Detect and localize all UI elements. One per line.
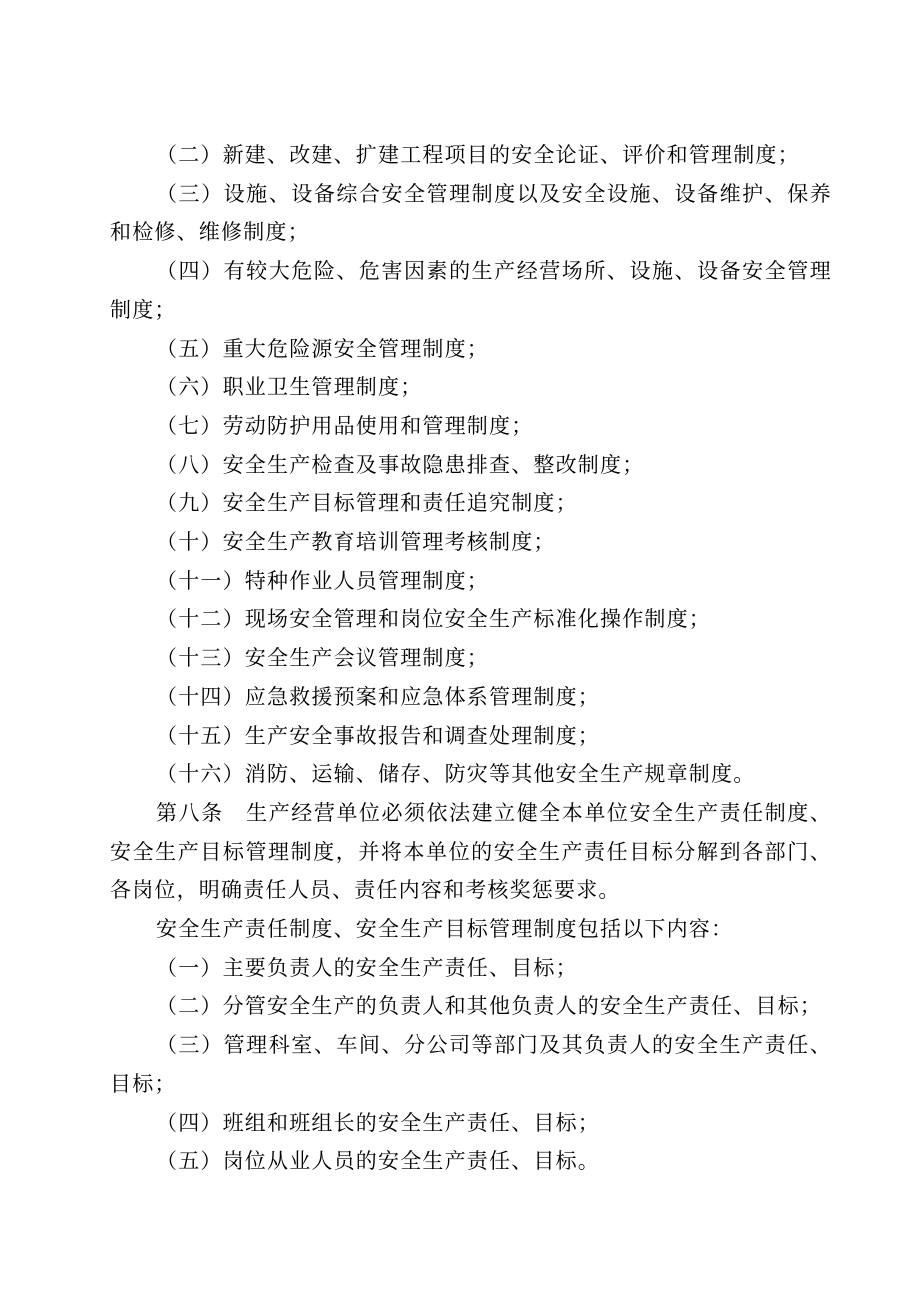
document-body [110,136,832,1181]
clause-item-9: （九）安全生产目标管理和责任追究制度； [156,491,578,516]
clause-item-7: （七）劳动防护用品使用和管理制度； [156,413,534,438]
clause-item-15: （十五）生产安全事故报告和调查处理制度； [156,723,600,748]
clause-item-11: （十一）特种作业人员管理制度； [156,568,489,593]
clause-item-10: （十）安全生产教育培训管理考核制度； [156,530,556,555]
clause-item-8: （八）安全生产检查及事故隐患排查、整改制度； [156,452,645,477]
clause-item-12: （十二）现场安全管理和岗位安全生产标准化操作制度； [156,607,711,632]
clause-item-6: （六）职业卫生管理制度； [156,375,423,400]
article-8: 第八条 生产经营单位必须依法建立健全本单位安全生产责任制度、安全生产目标管理制度，并将本单位的安全生产责任目标分解到各部门、各岗位，明确责任人员、责任内容和考核奖惩要求。 [110,800,832,903]
responsibility-item-2: （二）分管安全生产的负责人和其他负责人的安全生产责任、目标； [156,994,822,1019]
responsibility-item-5: （五）岗位从业人员的安全生产责任、目标。 [156,1149,600,1174]
clause-item-16: （十六）消防、运输、储存、防灾等其他安全生产规章制度。 [156,762,756,787]
clause-item-3: （三）设施、设备综合安全管理制度以及安全设施、设备维护、保养和检修、维修制度； [110,181,832,245]
clause-item-2: （二）新建、改建、扩建工程项目的安全论证、评价和管理制度； [156,143,800,167]
clause-item-13: （十三）安全生产会议管理制度； [156,646,489,671]
clause-item-14: （十四）应急救援预案和应急体系管理制度； [156,684,600,709]
clause-item-4: （四）有较大危险、危害因素的生产经营场所、设施、设备安全管理制度； [110,259,832,322]
responsibility-item-1: （一）主要负责人的安全生产责任、目标； [156,955,578,980]
responsibility-intro: 安全生产责任制度、安全生产目标管理制度包括以下内容： [156,917,734,942]
responsibility-item-3: （三）管理科室、车间、分公司等部门及其负责人的安全生产责任、目标； [110,1033,832,1096]
clause-item-5: （五）重大危险源安全管理制度； [156,336,489,361]
responsibility-item-4: （四）班组和班组长的安全生产责任、目标； [156,1110,600,1135]
